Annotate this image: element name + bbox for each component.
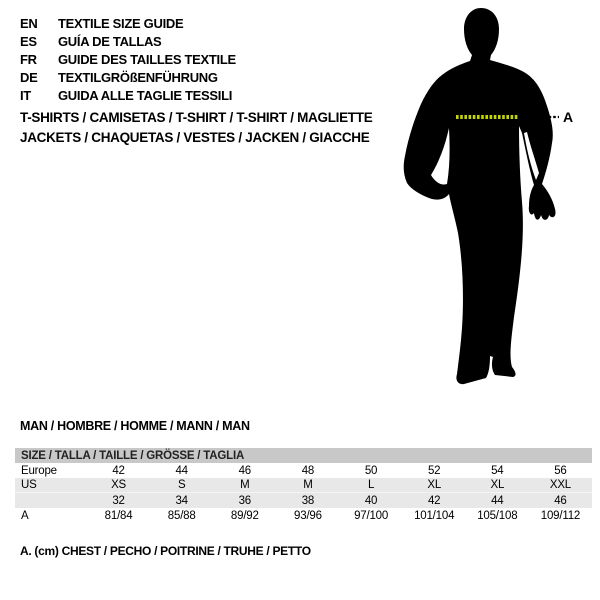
category-tshirts: T-SHIRTS / CAMISETAS / T-SHIRT / T-SHIRT / MAGLIETTE [20,110,373,125]
cell: 81/84 [104,509,133,522]
cell: M [240,479,250,491]
cell: 48 [301,464,315,477]
cell: XS [111,479,127,491]
cell: XXL [549,479,571,491]
language-code: DE [20,69,38,85]
row-label: Europe [21,464,57,477]
category-jackets: JACKETS / CHAQUETAS / VESTES / JACKEN / GIACCHE [20,130,370,145]
cell: 89/92 [230,509,259,522]
cell: 40 [364,494,378,507]
cell: 34 [175,494,188,507]
cell: 38 [301,494,315,507]
cell: M [303,479,313,491]
language-label: GUÍA DE TALLAS [58,33,162,49]
cell: 85/88 [167,509,196,522]
cell: XL [490,479,505,491]
cell: 42 [112,464,125,477]
section-title-man: MAN / HOMBRE / HOMME / MANN / MAN [20,419,250,433]
chest-footnote: A. (cm) CHEST / PECHO / POITRINE / TRUHE / PETTO [20,544,311,558]
size-table-header [15,448,592,463]
cell: 32 [112,494,125,507]
row-label: US [21,479,37,491]
table-row-europe [15,463,592,478]
language-code: FR [20,51,37,67]
language-code: IT [20,87,31,103]
language-label: GUIDA ALLE TAGLIE TESSILI [58,87,233,103]
cell: 44 [175,464,188,477]
cell: 56 [554,464,567,477]
language-code: EN [20,15,38,31]
table-row-chest-a [15,508,592,523]
cell: 54 [491,464,504,477]
cell: 36 [238,494,252,507]
table-row-numeric [15,493,592,508]
size-table-header-label: SIZE / TALLA / TAILLE / GRÖSSE / TAGLIA [21,449,245,462]
size-table [15,448,592,523]
table-row-us [15,478,592,493]
cell: 44 [491,494,504,507]
cell: L [367,479,375,491]
cell: 109/112 [540,509,581,522]
row-label: A [21,509,29,522]
man-silhouette [404,8,556,384]
cell: 97/100 [354,509,389,522]
cell: 52 [427,464,441,477]
cell: 93/96 [294,509,322,522]
cell: 101/104 [414,509,455,522]
cell: XL [427,479,442,491]
cell: 46 [554,494,567,507]
cell: 46 [238,464,252,477]
cell: 105/108 [477,509,518,522]
language-label: TEXTILGRÖßENFÜHRUNG [58,69,218,85]
measure-label-a: A [563,109,574,125]
cell: S [177,479,186,491]
language-label: TEXTILE SIZE GUIDE [58,15,184,31]
language-code: ES [20,33,37,49]
cell: 50 [364,464,378,477]
cell: 42 [427,494,441,507]
language-label: GUIDE DES TAILLES TEXTILE [58,51,236,67]
